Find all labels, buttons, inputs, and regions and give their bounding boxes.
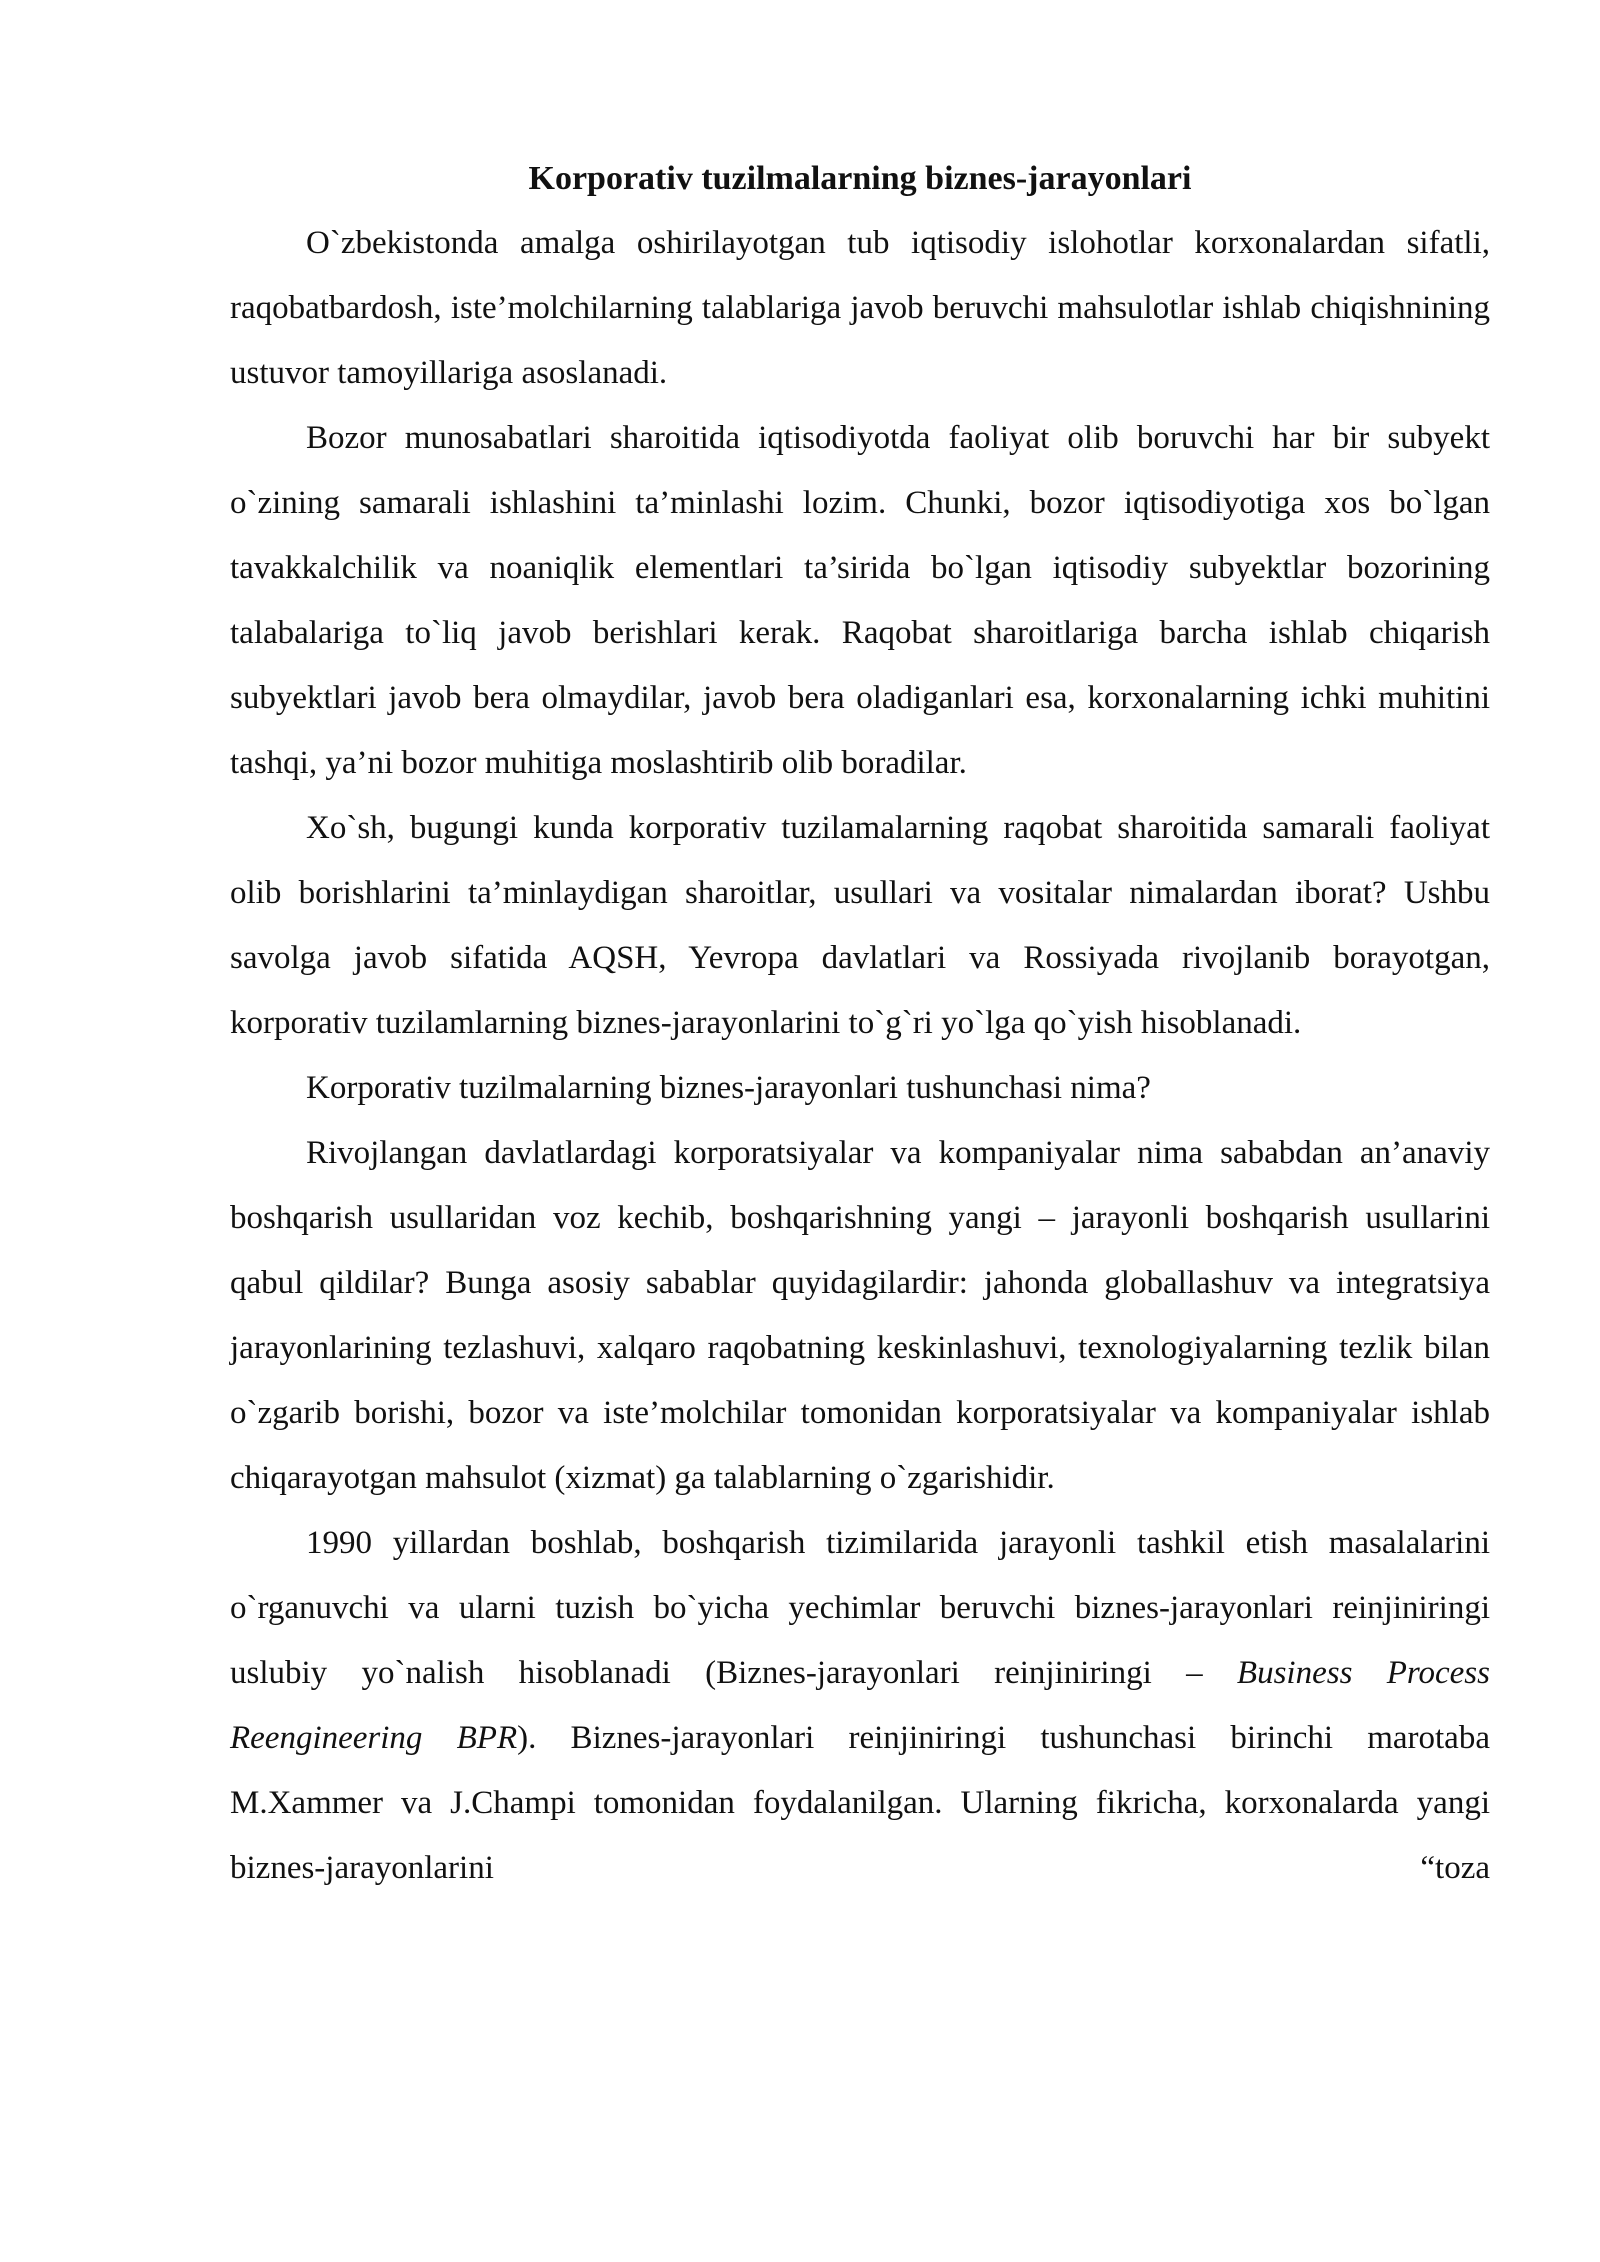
paragraph-6-text-start: 1990 yillardan boshlab, boshqarish tizimilarida jarayonli tashkil etish masalalarini o`rganuvchi va ularni tuzish bo`yicha yechimlar beruvchi biznes-jarayonlari reinjiniringi uslubiy yo`nalish hisoblanadi (Biznes-jarayonlari reinjiniringi – [230, 1525, 1490, 1691]
paragraph-6 [230, 1511, 1490, 1901]
document-title: Korporativ tuzilmalarning biznes-jarayonlari [528, 160, 1192, 197]
paragraph-1: O`zbekistonda amalga oshirilayotgan tub iqtisodiy islohotlar korxonalardan sifatli, raqobatbardosh, iste’molchilarning talablariga javob beruvchi mahsulotlar ishlab chiqishnining ustuvor tamoyillariga asoslanadi. [230, 225, 1490, 391]
paragraph-6-text-end: ). Biznes-jarayonlari reinjiniringi tushunchasi birinchi marotaba M.Xammer va J.Champi tomonidan foydalanilgan. Ularning fikricha, korxonalarda yangi biznes-jarayonlarini “toza [230, 1720, 1490, 1886]
document-page [230, 0, 1490, 1901]
paragraph-5: Rivojlangan davlatlardagi korporatsiyalar va kompaniyalar nima sababdan an’anaviy boshqarish usullaridan voz kechib, boshqarishning yangi – jarayonli boshqarish usullarini qabul qildilar? Bunga asosiy sabablar quyidagilardir: jahonda globallashuv va integratsiya jarayonlarining tezlashuvi, xalqaro raqobatning keskinlashuvi, texnologiyalarning tezlik bilan o`zgarib borishi, bozor va iste’molchilar tomonidan korporatsiyalar va kompaniyalar ishlab chiqarayotgan mahsulot (xizmat) ga talablarning o`zgarishidir. [230, 1135, 1490, 1496]
paragraph-4: Korporativ tuzilmalarning biznes-jarayonlari tushunchasi nima? [306, 1070, 1151, 1106]
paragraph-3: Xo`sh, bugungi kunda korporativ tuzilamalarning raqobat sharoitida samarali faoliyat olib borishlarini ta’minlaydigan sharoitlar, usullari va vositalar nimalardan iborat? Ushbu savolga javob sifatida AQSH, Yevropa davlatlari va Rossiyada rivojlanib borayotgan, korporativ tuzilamlarning biznes-jarayonlarini to`g`ri yo`lga qo`yish hisoblanadi. [230, 810, 1490, 1041]
paragraph-6-italic-term: Business Process Reengineering BPR [230, 1655, 1490, 1756]
paragraph-2: Bozor munosabatlari sharoitida iqtisodiyotda faoliyat olib boruvchi har bir subyekt o`zining samarali ishlashini ta’minlashi lozim. Chunki, bozor iqtisodiyotiga xos bo`lgan tavakkalchilik va noaniqlik elementlari ta’sirida bo`lgan iqtisodiy subyektlar bozorining talabalariga to`liq javob berishlari kerak. Raqobat sharoitlariga barcha ishlab chiqarish subyektlari javob bera olmaydilar, javob bera oladiganlari esa, korxonalarning ichki muhitini tashqi, ya’ni bozor muhitiga moslashtirib olib boradilar. [230, 420, 1490, 781]
